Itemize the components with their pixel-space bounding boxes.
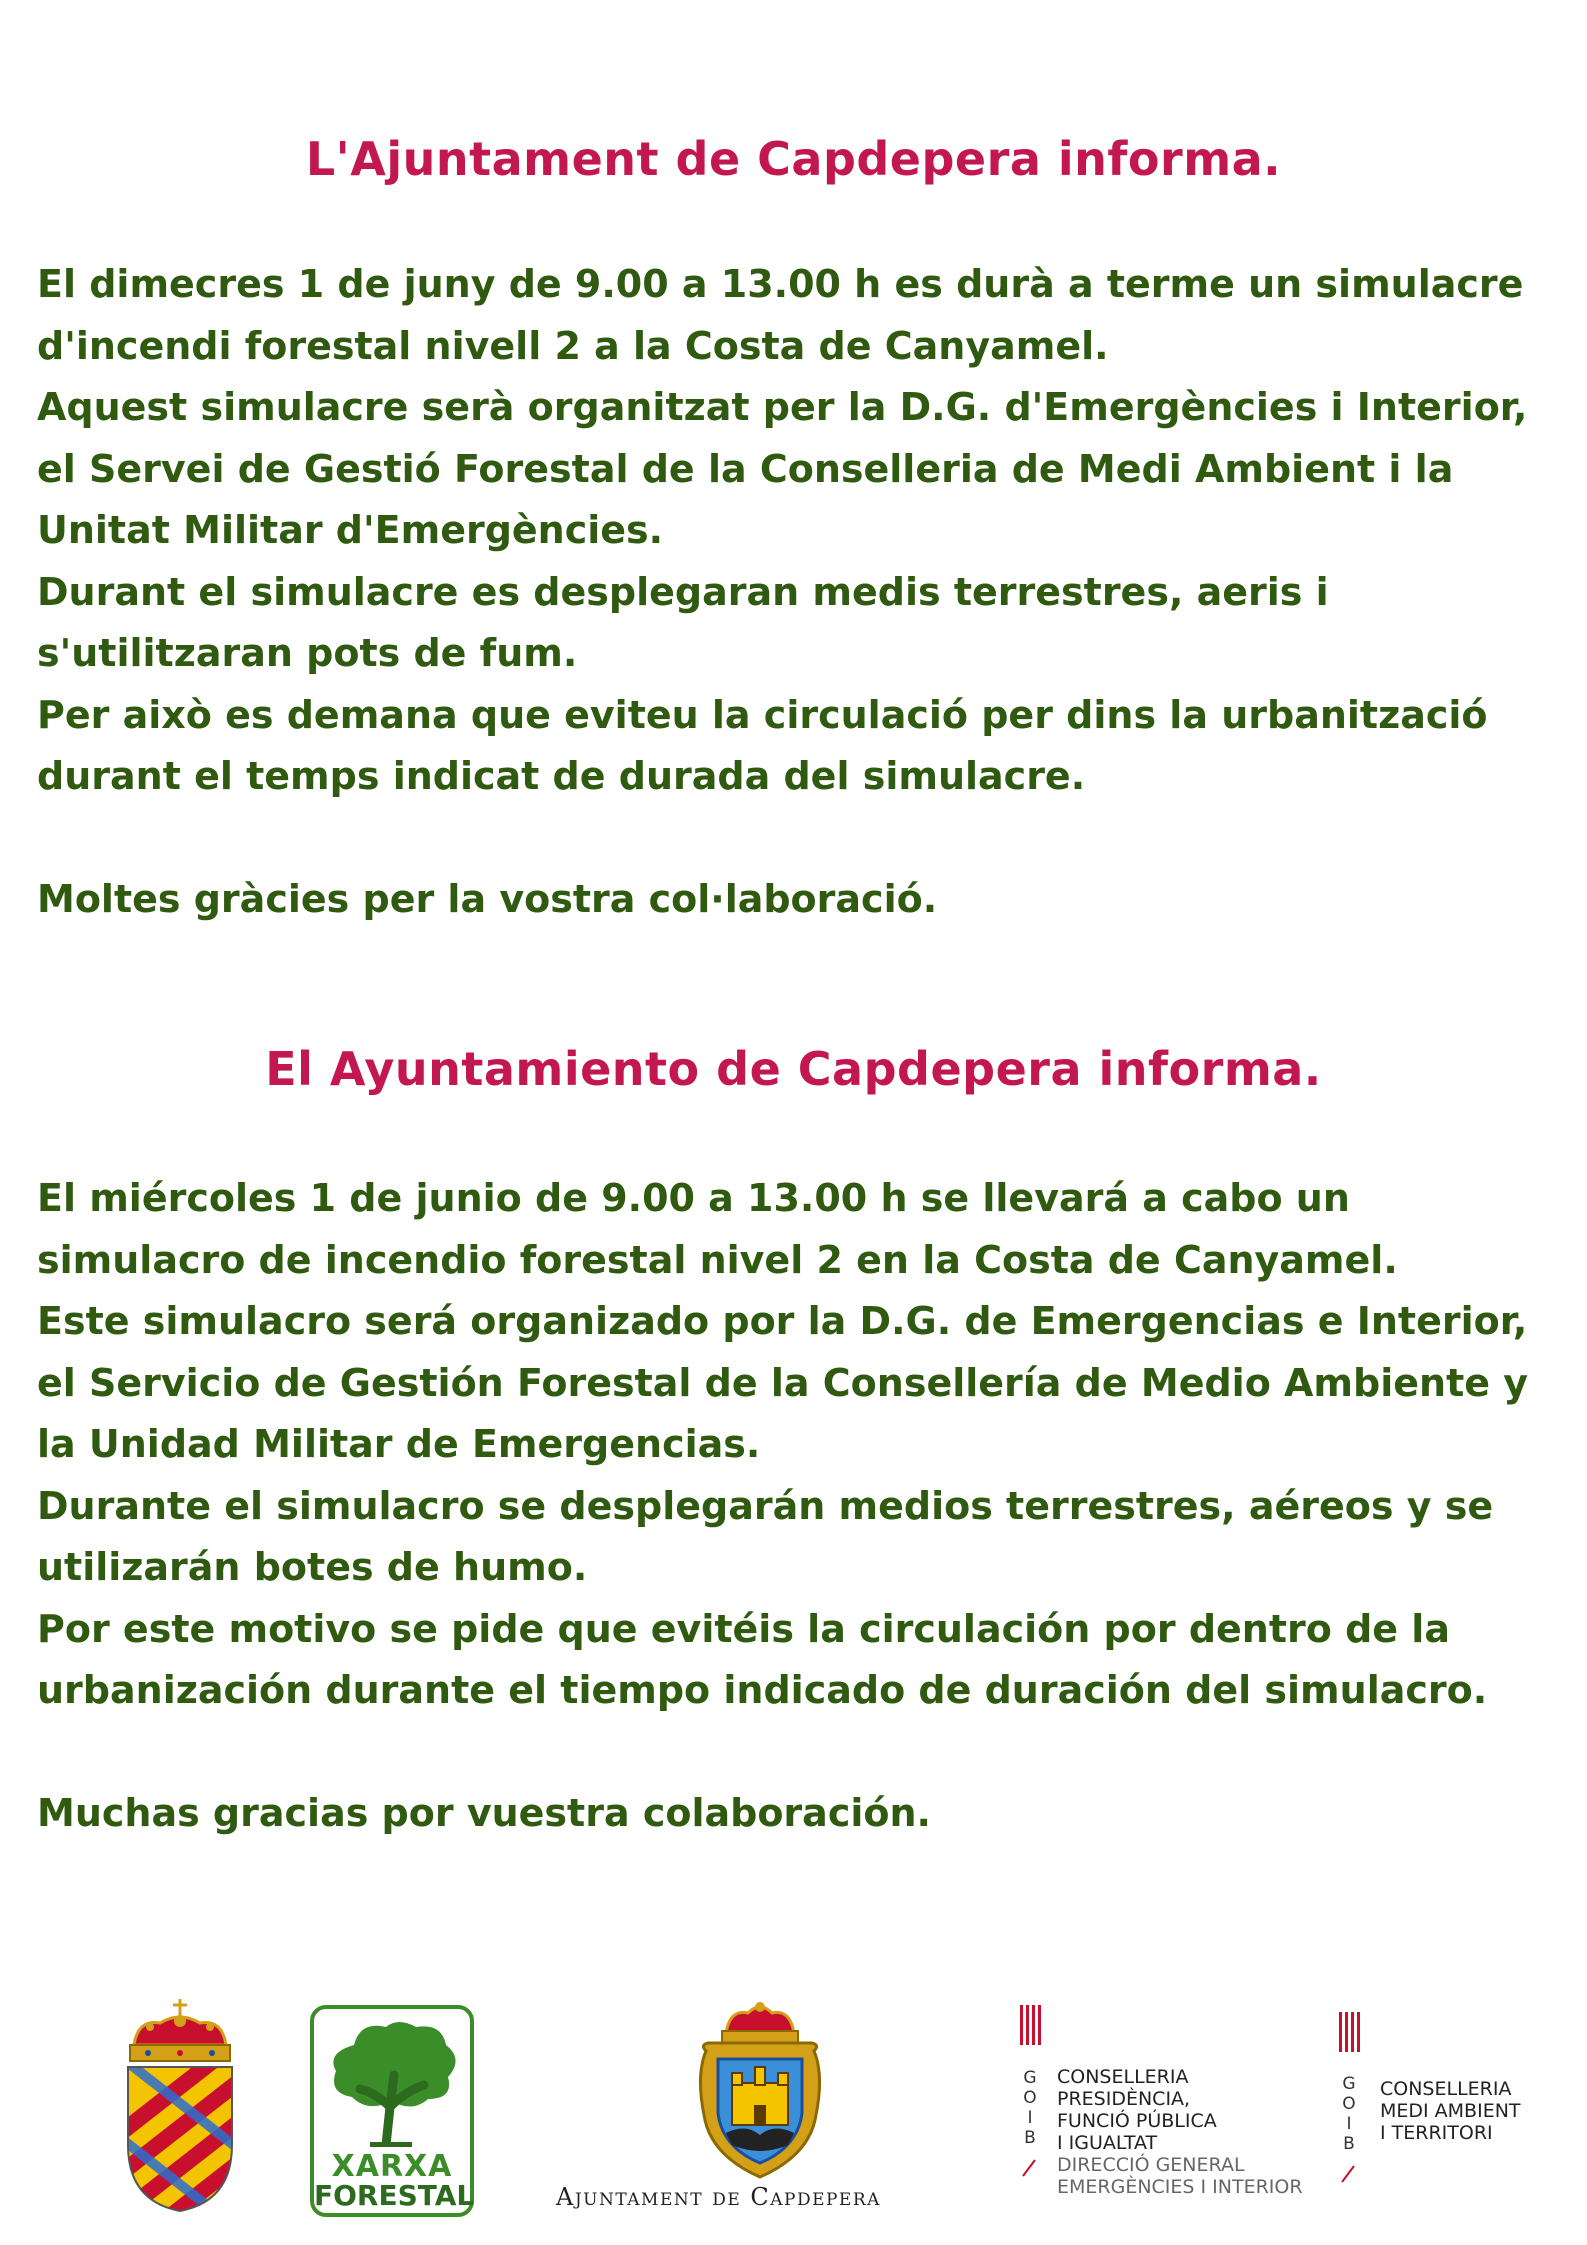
- presidencia-line: CONSELLERIA: [1057, 2066, 1189, 2088]
- body-line: Unitat Militar d'Emergències.: [37, 508, 664, 552]
- body-line: la Unidad Militar de Emergencias.: [37, 1422, 761, 1466]
- catalan-thanks: Moltes gràcies per la vostra col·laboració.: [37, 877, 938, 921]
- ajuntament-emblem: [690, 1995, 830, 2185]
- catalan-heading: L'Ajuntament de Capdepera informa.: [305, 132, 1282, 186]
- tree-icon: [320, 2015, 466, 2147]
- presidencia-sub-line: DIRECCIÓ GENERAL: [1057, 2154, 1245, 2176]
- body-line: Durant el simulacre es desplegaran medis terrestres, aeris i: [37, 569, 1329, 614]
- xarxa-forestal-logo: [310, 2005, 474, 2217]
- spanish-body: [37, 1168, 1557, 1845]
- body-line: El dimecres 1 de juny de 9.00 a 13.00 h es durà a terme un simulacre: [37, 262, 1524, 306]
- body-line: el Servei de Gestió Forestal de la Conselleria de Medi Ambient i la: [37, 446, 1454, 491]
- goib-slash-icon: [1340, 2164, 1358, 2184]
- body-line: simulacro de incendio forestal nivel 2 en la Costa de Canyamel.: [37, 1237, 1398, 1282]
- goib-slash-icon: [1021, 2158, 1039, 2178]
- ajuntament-caption: Ajuntament de Capdepera: [556, 2183, 881, 2211]
- xarxa-line1: XARXA: [331, 2149, 453, 2184]
- goib-letter: I: [1346, 2114, 1352, 2134]
- presidencia-line: PRESIDÈNCIA,: [1057, 2088, 1191, 2110]
- goib-letter: B: [1343, 2134, 1355, 2154]
- goib-letter: O: [1023, 2088, 1037, 2108]
- crown-icon: [722, 2002, 798, 2043]
- goib-letter: G: [1023, 2068, 1037, 2088]
- goib-wordmark: [1021, 2068, 1039, 2148]
- spanish-heading: El Ayuntamiento de Capdepera informa.: [265, 1042, 1322, 1096]
- spanish-thanks: Muchas gracias por vuestra colaboración.: [37, 1791, 931, 1835]
- goib-wordmark: [1340, 2074, 1358, 2154]
- body-line: d'incendi forestal nivell 2 a la Costa de Canyamel.: [37, 323, 1109, 368]
- goib-letter: O: [1342, 2094, 1356, 2114]
- body-line: Aquest simulacre serà organitzat per la D.G. d'Emergències i Interior,: [37, 385, 1528, 429]
- body-line: Per això es demana que eviteu la circulació per dins la urbanització: [37, 692, 1488, 737]
- body-line: Durante el simulacro se desplegarán medios terrestres, aéreos y se: [37, 1483, 1494, 1528]
- presidencia-sub-line: EMERGÈNCIES I INTERIOR: [1057, 2176, 1303, 2198]
- body-line: utilizarán botes de humo.: [37, 1545, 588, 1589]
- goib-letter: B: [1024, 2128, 1036, 2148]
- goib-letter: I: [1027, 2108, 1033, 2128]
- medi-ambient-text: [1380, 2078, 1521, 2144]
- medi-ambient-line: I TERRITORI: [1380, 2122, 1493, 2144]
- body-line: Por este motivo se pide que evitéis la circulación por dentro de la: [37, 1606, 1450, 1651]
- medi-ambient-line: CONSELLERIA: [1380, 2078, 1512, 2100]
- goib-letter: G: [1342, 2074, 1356, 2094]
- presidencia-text: [1057, 2066, 1303, 2198]
- coat-of-arms-logo: [120, 1995, 240, 2215]
- xarxa-line2: FORESTAL: [314, 2179, 475, 2212]
- body-line: Este simulacro será organizado por la D.G. de Emergencias e Interior,: [37, 1299, 1528, 1343]
- crown-icon: [130, 1999, 230, 2061]
- body-line: urbanización durante el tiempo indicado de duración del simulacro.: [37, 1668, 1488, 1712]
- goib-flag-icon: [1018, 2005, 1042, 2045]
- goib-flag-icon: [1337, 2012, 1361, 2052]
- catalan-body: [37, 254, 1557, 931]
- body-line: durant el temps indicat de durada del simulacre.: [37, 754, 1086, 798]
- presidencia-line: I IGUALTAT: [1057, 2132, 1158, 2154]
- presidencia-line: FUNCIÓ PÚBLICA: [1057, 2110, 1217, 2132]
- body-line: el Servicio de Gestión Forestal de la Consellería de Medio Ambiente y: [37, 1360, 1529, 1405]
- body-line: s'utilitzaran pots de fum.: [37, 631, 578, 675]
- medi-ambient-line: MEDI AMBIENT: [1380, 2100, 1521, 2122]
- castle-icon: [732, 2067, 788, 2125]
- body-line: El miércoles 1 de junio de 9.00 a 13.00 h se llevará a cabo un: [37, 1176, 1350, 1220]
